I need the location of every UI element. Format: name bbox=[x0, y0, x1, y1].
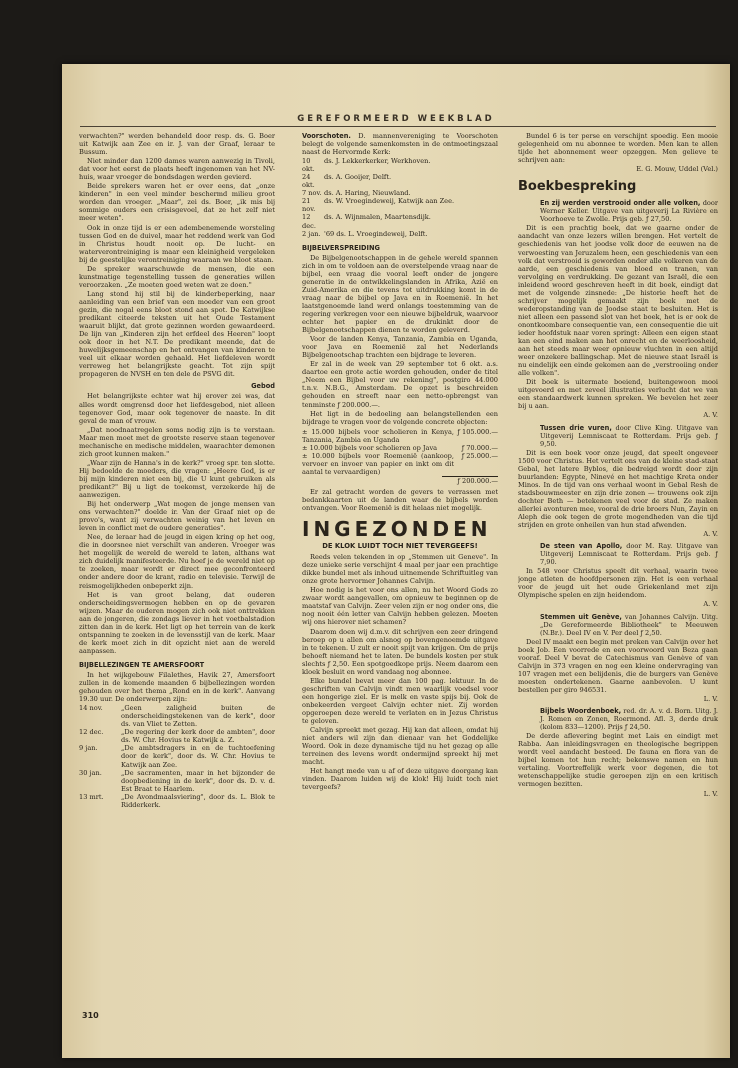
lecture-text: ds. A. Wijnmalen, Maartensdijk. bbox=[324, 213, 431, 222]
paragraph: Het belangrijkste echter wat hij erover zei was, dat alles wordt omgrensd door het liefdesgebod, niet alleen tegenover God, maar ook tegenover de naaste. In dit geval de man of vrouw. bbox=[79, 392, 275, 425]
page-number: 310 bbox=[82, 1011, 99, 1020]
lecture-list bbox=[302, 157, 498, 237]
lecture-text: ds. W. Vroegindeweij, Katwijk aan Zee. bbox=[324, 197, 455, 206]
review-title: Tussen drie vuren, bbox=[540, 423, 612, 432]
review-header bbox=[518, 613, 718, 637]
review-meta: door Clive King. Uitgave van Uitgeverij Lemniscaat te Rotterdam. Prijs geb. ƒ 9,50. bbox=[540, 423, 718, 448]
paragraph: Reeds velen tekenden in op „Stemmen uit Geneve". In deze unieke serie verschijnt 4 maal per jaar een prachtige dikke bundel met als inhoud uitnemende Schriftuitleg van onze grote hervormer Johannes Calvijn. bbox=[302, 553, 498, 586]
schedule-row bbox=[79, 728, 275, 744]
paragraph bbox=[302, 132, 498, 156]
paragraph: Dit is een prachtig boek, dat we gaarne onder de aandacht van onze lezers willen brengen. Het vertelt de geschiedenis van het joodse volk door de eeuwen na de verwoesting van Jeruzalem heen, een geschiedenis van een volk dat verstrooid is geworden onder alle volkeren van de aarde, een geschiedenis van bloed en tranen, van vervolging en verdrukking. De gezant van Israël, die een inleidend woord geschreven heeft in dit boek, eindigt dat met de volgende zinsnede: „De historie heeft het de schrijver mogelijk gemaakt zijn boek met de wederopstanding van de Joodse staat te besluiten. Het is niet alleen een passend slot van het boek, het is er ook de onontkoombare consequentie van, een consequentie die uit ieder hoofdstuk naar voren springt: Alleen een eigen staat kan een eind maken aan het onrecht en de weerloosheid, aan het steeds maar weer opnieuw vluchten in een altijd weer onzekere ballingschap. Met de nieuwe staat Israël is nu eindelijk een einde gekomen aan de „verstrooiing onder alle volken". bbox=[518, 224, 718, 378]
schedule-text: „De ambtsdragers in en de tuchtoefening door de kerk", door ds. W. Chr. Hovius te Katwijk aan Zee. bbox=[121, 744, 275, 769]
paragraph: „Waar zijn de Hanna's in de kerk?" vroeg spr. ten slotte. Hij bedoelde de moeders, die vragen: „Heere God, is er bij mijn kinderen niet een bij, die U kunt gebruiken als predikant?" Bij u ligt de toekomst, verzekerde hij de aanwezigen. bbox=[79, 458, 275, 500]
paragraph: Hoe nodig is het voor ons allen, nu het Woord Gods zo zwaar wordt aangevallen, om opnieuw te beginnen op de maatstaf van Calvijn. Zeer velen zijn er nog onder ons, die nog nooit één letter van Calvijn hebben gelezen. Moeten wij ons hierover niet schamen? bbox=[302, 586, 498, 627]
voorschoten-text: D. mannenvereniging te Voorschoten belegt de volgende samenkomsten in de ontmoetingszaal naast de Hervormde Kerk: bbox=[302, 132, 498, 157]
column-3 bbox=[518, 132, 718, 1012]
schedule-date: 30 jan. bbox=[79, 768, 102, 777]
review-meta: van Johannes Calvijn. Uitg. „De Gereformeerde Bibliotheek" te Meeuwen (N.Br.). Deel IV en V. Per deel ƒ 2,50. bbox=[540, 612, 718, 637]
review-title: Stemmen uit Genève, bbox=[540, 612, 622, 621]
paragraph: verwachten?" werden behandeld door resp. ds. G. Boer uit Katwijk aan Zee en ir. J. van der Graaf, leraar te Bussum. bbox=[79, 132, 275, 157]
table-item: ± 10.000 bijbels voor Roemenië (aankoop, vervoer en invoer van papier en inkt om dit aantal te vervaardigen) bbox=[302, 451, 454, 476]
schedule-date: 9 jan. bbox=[79, 744, 98, 753]
table-item: ± 15.000 bijbels voor scholieren in Kenya, Tanzania, Zambia en Uganda bbox=[302, 427, 454, 444]
paragraph: Beide sprekers waren het er over eens, dat „onze kinderen" in een veel minder beschermd milieu groot worden dan vroeger. „Maar", zei ds. Boer, „ik mis bij sommige ouders een crisisgevoel, dat ze het zelf niet meer weten". bbox=[79, 182, 275, 223]
voorschoten-lead: Voorschoten. bbox=[302, 132, 351, 140]
paragraph: Elke bundel bevat meer dan 100 pag. lektuur. In de geschriften van Calvijn vindt men waarlijk voedsel voor een hongerige ziel. Er is melk en vaste spijs bij. Ook de onbekeerden vergeet Calvijn echter niet. Zij worden opgeroepen deze wereld te verlaten en in Jezus Christus te geloven. bbox=[302, 676, 498, 726]
schedule-row bbox=[79, 744, 275, 768]
schedule-date: 12 dec. bbox=[79, 728, 104, 737]
paragraph: Ook in onze tijd is er een adembenemende worsteling tussen God en de duivel, maar het reddend werk van God in Christus houdt nooit op. De lucht- en waterverontreiniging is maar een kleinigheid vergeleken bij de geestelijke verontreiniging waaraan we bloot staan. bbox=[79, 223, 275, 264]
paragraph: De Bijbelgenootschappen in de gehele wereld spannen zich in om te voldoen aan de overstelpende vraag naar de bijbel, een vraag die vooral leeft onder de jongere generatie in de ontwikkelingslanden in Afrika, Azië en Zuid-Amerika en die tevens tot uitdrukking komt in de vraag naar de bijbel op Java en in Roemenië. In het laatstgenoemde land werd onlangs toestemming van de regering verkregen voor een nieuwe bijbeldruk, waarvoor echter het papier en de drukinkt door de Bijbelgenootschappen dienen te worden geleverd. bbox=[302, 253, 498, 335]
lecture-date: 21 nov. bbox=[302, 197, 316, 214]
lecture-date: 24 okt. bbox=[302, 173, 315, 190]
schedule-row bbox=[79, 793, 275, 809]
lecture-date: 2 jan. bbox=[302, 229, 321, 238]
signature: L. V. bbox=[703, 695, 718, 703]
table-amount: ƒ 105.000.— bbox=[457, 427, 498, 436]
paragraph: Er zal in de week van 29 september tot 6 okt. a.s. daartoe een grote actie worden gehouden, onder de titel „Neem een Bijbel voor uw rekening", postgiro 44.000 t.n.v. N.B.G., Amsterdam. De opzet is beschreiden gehouden en streeft naar een netto-opbrengst van tenminste ƒ 200.000.—. bbox=[302, 360, 498, 409]
paragraph: Bij het onderwerp „Wat mogen de jonge mensen van ons verwachten?" doelde ir. Van der Graaf niet op de provo's, want zij verwachten weinig van het leven en leven in conflict met de oudere generaties". bbox=[79, 500, 275, 533]
lecture-text: ds. J. Lekkerkerker, Werkhoven. bbox=[324, 157, 431, 166]
section-heading-bijbelverspreiding: BIJBELVERSPREIDING bbox=[302, 243, 380, 252]
paragraph: Het hangt mede van u af of deze uitgave doorgang kan vinden. Daarom luiden wij de klok! Hij luidt toch niet tevergeefs? bbox=[302, 767, 498, 792]
paragraph: Het is van groot belang, dat ouderen onderscheidingsvermogen hebben en op de gevaren wijzen. Maar de ouderen mogen zich ook niet onttrekken aan de jongeren, die zondags liever in het voetbalstadion zitten dan in de kerk. Het ligt op het terrein van de kerk ontspanning te zoeken in de levensstijl van de kerk. Maar de kerk moet zich in dit opzicht niet aan de wereld aanpassen. bbox=[79, 590, 275, 655]
schedule-text: „De regering der kerk door de ambten", door ds. W. Chr. Hovius te Katwijk a. Z. bbox=[121, 728, 275, 745]
paragraph: Voor de landen Kenya, Tanzania, Zambia en Uganda, voor Java en Roemenië zal het Nederlands Bijbelgenootschap trachten een bijdrage te leveren. bbox=[302, 335, 498, 360]
donation-table bbox=[302, 428, 498, 485]
column-1 bbox=[79, 132, 275, 1012]
signature: L. V. bbox=[703, 789, 718, 798]
paragraph: Lang stond hij stil bij de kinderbeperking, naar aanleiding van een brief van een moeder van een groot gezin, die nogal eens bloot stond aan spot. De Katwijkse predikant citeerde teksten uit het Oude Testament waaruit blijkt, dat grote gezinnen worden gewaardeerd. De lijn van „Kinderen zijn het erfdeel des Heeren" loopt ook door in het N.T. De predikant meende, dat de huwelijksgemeenschap en het ontvangen van kinderen te veel uit elkaar worden gehaald. Het liefdeleven wordt verreweg het belangrijkste geacht. Tot zijn spijt propageren de NVSH en ten dele de PSVG dit. bbox=[79, 289, 275, 379]
paragraph: Dit is een boek voor onze jeugd, dat speelt ongeveer 1500 voor Christus. Het vertelt ons van de kleine stad-staat Gebal, het latere Byblos, die bedreigd wordt door zijn buurlanden: Egypte, Ninevé en het machtige Kreta onder Minos. In de tijd van ons verhaal woont in Gebal Resh de stadsbouwmeester en zijn drie zonen — trouwens ook zijn dochter Beth — betekenen veel voor de stad. Ze maken allerlei avonturen mee, vooral de drie broers Nun, Zayin en Aleph die ook tegen de grote mogendheden van die tijd strijden en grote onheilen van hun stad afwenden. bbox=[518, 448, 718, 530]
subheading-gebod: Gebod bbox=[251, 382, 275, 391]
paragraph: Niet minder dan 1200 dames waren aanwezig in Tivoli, dat voor het eerst de plaats heeft ingenomen van het NV-huis, waar vroeger de bondsdagen werden gevierd. bbox=[79, 157, 275, 182]
review-meta: door Werner Keller. Uitgave van uitgeverij La Rivière en Voorhoeve te Zwolle. Prijs geb. ƒ 27,50. bbox=[540, 199, 718, 224]
review-title: Bijbels Woordenboek, bbox=[540, 707, 622, 716]
letter-title: DE KLOK LUIDT TOCH NIET TEVERGEEFS! bbox=[322, 542, 478, 551]
review-header bbox=[518, 542, 718, 566]
table-amount: ƒ 70.000.— bbox=[461, 443, 498, 452]
lecture-schedule bbox=[79, 704, 275, 809]
paragraph: In 548 voor Christus speelt dit verhaal, waarin twee jonge atleten de hoofdpersonen zijn. Het is een verhaal voor de jeugd uit het oude Griekenland met zijn Olympische spelen en zijn heidendom. bbox=[518, 567, 718, 600]
lecture-row bbox=[302, 157, 498, 173]
table-row bbox=[302, 452, 498, 476]
column-2 bbox=[302, 132, 498, 1012]
review-meta: red. dr. A. v. d. Born. Uitg. J. J. Romen en Zonen, Roermond. Afl. 3, derde druk (kolom 833—1200). Prijs ƒ 24,50. bbox=[540, 707, 718, 732]
lecture-row bbox=[302, 213, 498, 229]
schedule-date: 14 nov. bbox=[79, 704, 103, 713]
table-amount: ƒ 25.000.— bbox=[461, 451, 498, 460]
paragraph: De spreker waarschuwde de mensen, die een kunstmatige tegenstelling tussen de generaties willen veroorzaken. „Ze moeten goed weten wat ze doen." bbox=[79, 264, 275, 289]
lecture-row bbox=[302, 173, 498, 189]
schedule-date: 13 mrt. bbox=[79, 792, 104, 801]
signature: E. G. Mouw, Uddel (Vel.) bbox=[636, 165, 718, 174]
schedule-text: „Geen zaligheid buiten de onderscheidingstekenen van de kerk", door ds. van Vliet te Zetten. bbox=[121, 704, 275, 729]
lecture-row bbox=[302, 197, 498, 213]
schedule-text: „De sacramenten, maar in het bijzonder de doopbediening in de kerk", door ds. D. v. d. Est Braat te Haarlem. bbox=[121, 768, 275, 793]
table-row bbox=[302, 444, 498, 452]
review-header bbox=[518, 424, 718, 448]
paragraph: Bundel 6 is ter perse en verschijnt spoedig. Een mooie gelegenheid om nu abonnee te worden. Men kan te allen tijde het abonnement weer opzeggen. Men gelieve te schrijven aan: bbox=[518, 132, 718, 165]
paragraph: Calvijn spreekt met gezag. Hij kan dat alleen, omdat hij niet anders wil zijn dan dienaar van het Goddelijke Woord. Ook in deze dynamische tijd nu het gezag op alle terreinen des levens wordt ondermijnd spreekt hij met macht. bbox=[302, 726, 498, 767]
paragraph: Nee, de leraar had de jeugd in eigen kring op het oog, die in doorsnee niet verschilt van anderen. Vroeger was het mogelijk de wereld de wereld te laten, althans wat zich duidelijk manifesteerde. Nu hoef je de wereld niet op te zoeken, maar wordt er direct mee geconfronteerd onder andere door de krant, radio en televisie. Terwijl de reismogelijkheden onbeperkt zijn. bbox=[79, 533, 275, 590]
paragraph: Het ligt in de bedoeling aan belangstellenden een bijdrage te vragen voor de volgende concrete objecten: bbox=[302, 409, 498, 426]
lecture-text: ds. A. Gooijer, Delft. bbox=[324, 173, 392, 182]
lecture-date: 12 dec. bbox=[302, 213, 316, 230]
lecture-row bbox=[302, 230, 498, 238]
paragraph: Dit boek is uitermate boeiend, buitengewoon mooi uitgevoerd en met zeveel illustraties verlucht dat we van een standaardwerk kunnen spreken. We bevelen het zeer bij u aan. bbox=[518, 378, 718, 411]
paragraph: Deel IV maakt een begin met preken van Calvijn over het boek Job. Een voorrede en een voorwoord van Beza gaan vooraf. Deel V bevat de Catechismus van Genève of van Calvijn in 373 vragen en nog een kleine ondervraging van 107 vragen met een belijdenis, die de burgers van Genève moesten ondertekenen. Gaarne aanbevolen. U kunt bestellen per giro 946531. bbox=[518, 637, 718, 694]
review-header bbox=[518, 707, 718, 731]
newspaper-page bbox=[62, 64, 730, 1058]
running-title: GEREFORMEERD WEEKBLAD bbox=[297, 114, 495, 124]
lecture-date: 7 nov. bbox=[302, 189, 322, 198]
header-rule bbox=[80, 126, 716, 127]
review-header bbox=[518, 199, 718, 223]
lecture-row bbox=[302, 189, 498, 197]
paragraph: In het wijkgebouw Filalethes, Havik 27, Amersfoort zullen in de komende maanden 6 bijbellezingen worden gehouden over het thema „Rond en in de kerk". Aanvang 19.30 uur. De onderwerpen zijn: bbox=[79, 671, 275, 704]
section-heading-ingezonden: INGEZONDEN bbox=[302, 517, 492, 542]
paragraph: De derde aflevering begint met Lais en eindigt met Rabba. Aan inleidingsvragen en theologische begrippen wordt veel aandacht besteed. De fauna en flora van de bijbel komen tot hun recht; bekenswe namen en hun vertaling. Voortreffelijk werk voor degenen, die tot wetenschappelijke studie geroepen zijn en een kritisch vermogen bezitten. bbox=[518, 732, 718, 789]
signature: A. V. bbox=[703, 530, 718, 539]
paragraph: „Dat noodnaatregelen soms nodig zijn is te verstaan. Maar men moet met de grootste reserve staan tegenover mechanische en medische middelen, waarachter demonen zich groot kunnen maken." bbox=[79, 425, 275, 458]
schedule-row bbox=[79, 704, 275, 728]
section-heading-boekbespreking: Boekbespreking bbox=[518, 179, 637, 195]
review-meta: door M. Ray. Uitgave van Uitgeverij Lemniscaat te Rotterdam. Prijs geb. ƒ 7,90. bbox=[540, 542, 718, 567]
lecture-text: ds. A. Haring, Nieuwland. bbox=[324, 189, 411, 198]
lecture-text: '69 ds. L. Vroegindeweij, Delft. bbox=[324, 229, 428, 238]
signature: A. V. bbox=[703, 600, 718, 609]
paragraph: Er zal getracht worden de gevers te verrassen met bedankkaarten uit de landen waar de bijbels worden ontvangen. Voor Roemenië is dit helaas niet mogelijk. bbox=[302, 487, 498, 513]
schedule-row bbox=[79, 769, 275, 793]
section-heading-bijbellezingen: BIJBELLEZINGEN TE AMERSFOORT bbox=[79, 660, 205, 669]
schedule-text: „De Avondmaalsviering", door ds. L. Blok te Ridderkerk. bbox=[121, 792, 275, 809]
lecture-date: 10 okt. bbox=[302, 157, 315, 174]
table-total: ƒ 200.000.— bbox=[442, 476, 498, 485]
review-title: En zij werden verstrooid onder alle volken, bbox=[540, 199, 701, 208]
paragraph: Daarom doen wij d.m.v. dit schrijven een zeer dringend beroep op u allen om alsnog op bovengenoemde uitgave in te tekenen. U zult er nooit spijt van krijgen. Om de prijs behoeft niemand het te laten. De bundels kosten per stuk slechts ƒ 2,50. Een spotgoedkope prijs. Neem daarom een kloek besluit en word vandaag nog abonnee. bbox=[302, 627, 498, 676]
signature: A. V. bbox=[703, 411, 718, 420]
table-row bbox=[302, 428, 498, 444]
table-item: ± 10.000 bijbels voor scholieren op Java bbox=[302, 443, 438, 452]
review-title: De steen van Apollo, bbox=[540, 542, 623, 551]
